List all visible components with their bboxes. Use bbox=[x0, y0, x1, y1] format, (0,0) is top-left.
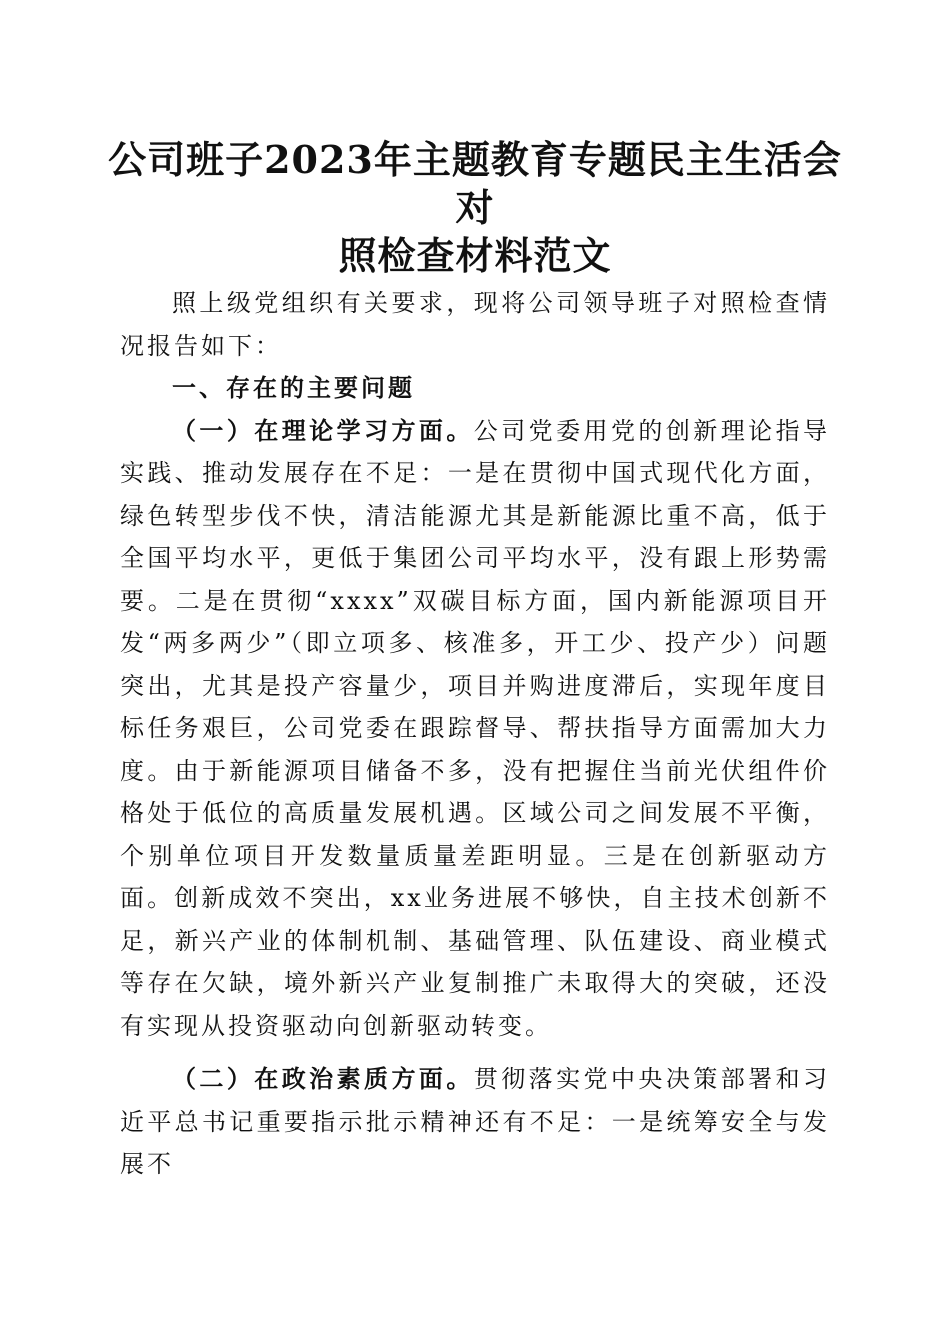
title-line-1: 公司班子2023年主题教育专题民主生活会对 bbox=[108, 137, 842, 230]
paragraph-lead: （二）在政治素质方面。 bbox=[172, 1064, 474, 1093]
paragraph-theory-study bbox=[120, 410, 830, 1048]
paragraph-text: 贯彻落实党中央决策部署和习近平总书记重要指示批示精神还有不足：一是统筹安全与发展不 bbox=[120, 1065, 831, 1178]
title-line-2: 照检查材料范文 bbox=[338, 233, 612, 278]
intro-paragraph: 照上级党组织有关要求，现将公司领导班子对照检查情况报告如下： bbox=[120, 289, 830, 360]
paragraph-political-quality bbox=[120, 1058, 830, 1186]
section-heading-problems: 一、存在的主要问题 bbox=[172, 374, 415, 402]
paragraph-lead: （一）在理论学习方面。 bbox=[172, 415, 474, 445]
document-title bbox=[100, 136, 850, 280]
document-body bbox=[120, 282, 830, 1186]
paragraph-text: 公司党委用党的创新理论指导实践、推动发展存在不足：一是在贯彻中国式现代化方面，绿色转型步伐不快，清洁能源尤其是新能源比重不高，低于全国平均水平，更低于集团公司平均水平，没有跟上形势需要。二是在贯彻“xxxx”双碳目标方面，国内新能源项目开发“两多两少”（即立项多、核准多，开工少、投产少）问题突出，尤其是投产容量少，项目并购进度滞后，实现年度目标任务艰巨，公司党委在跟踪督导、帮扶指导方面需加大力度。由于新能源项目储备不多，没有把握住当前光伏组件价格处于低位的高质量发展机遇。区域公司之间发展不平衡，个别单位项目开发数量质量差距明显。三是在创新驱动方面。创新成效不突出，xx业务进展不够快，自主技术创新不足，新兴产业的体制机制、基础管理、队伍建设、商业模式等存在欠缺，境外新兴产业复制推广未取得大的突破，还没有实现从投资驱动向创新驱动转变。 bbox=[120, 416, 831, 1040]
